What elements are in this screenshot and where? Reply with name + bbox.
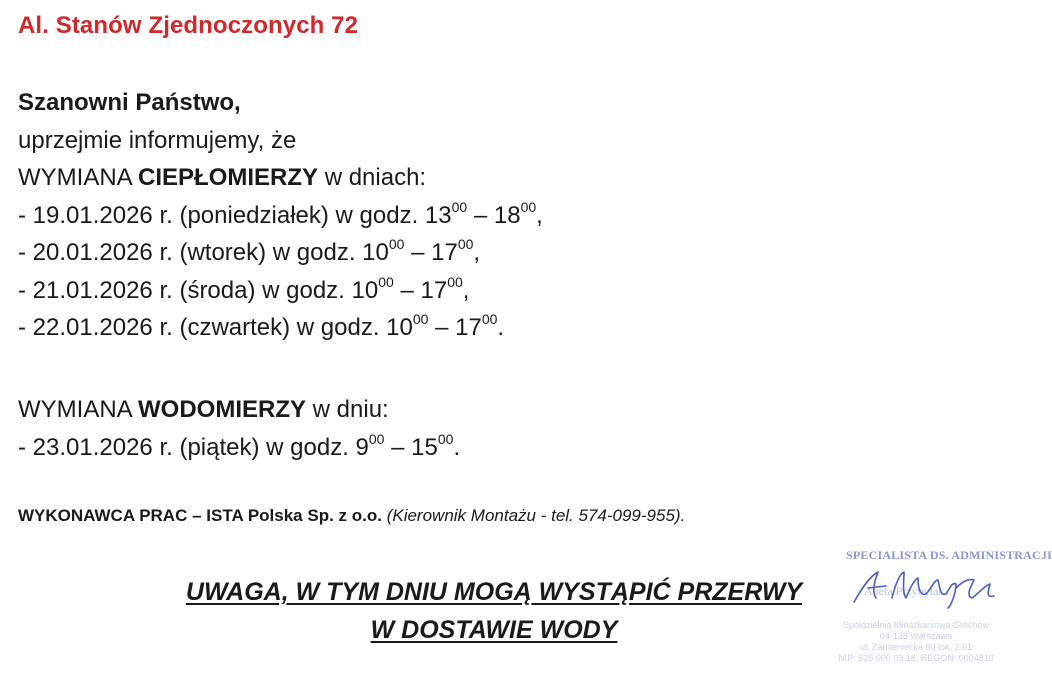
date-line: - 19.01.2026 r. (poniedziałek) w godz. $13^{00} - 18^{00}$, xyxy=(18,198,543,229)
warning-line-1: UWAGA, W TYM DNIU MOGĄ WYSTĄPIĆ PRZERWY xyxy=(185,578,803,606)
address-heading: Al. Stanów Zjednoczonych 72 xyxy=(18,12,359,39)
water-meter-heading: WYMIANA WODOMIERZY w dniu: xyxy=(18,396,389,423)
contractor-name: WYKONAWCA PRAC – ISTA Polska Sp. z o.o. xyxy=(18,506,382,525)
heat-meter-heading: WYMIANA CIEPŁOMIERZY w dniach: xyxy=(18,164,427,191)
contractor-info xyxy=(18,506,685,526)
date-line: - 21.01.2026 r. (środa) w godz. $10^{00} - 17^{00}$, xyxy=(18,273,470,304)
water-meter-section xyxy=(18,391,460,466)
warning-line-2: W DOSTAWIE WODY xyxy=(370,616,618,644)
stamp-address: Spółdzielnia Mieszkaniowa Grochów 04-138 Warszawa ul. Zamieniecka 80 lok. 2.01 NIP: 525 000 03 18, REGON: 0004810 xyxy=(838,620,994,663)
intro-text: uprzejmie informujemy, że xyxy=(18,126,297,154)
contractor-contact: (Kierownik Montażu - tel. 574-099-955). xyxy=(386,506,686,525)
stamp-name: Aneta Przybylak xyxy=(864,584,945,598)
heat-meter-label: CIEPŁOMIERZY xyxy=(138,164,319,191)
date-line: - 23.01.2026 r. (piątek) w godz. $9^{00} - 15^{00}$. xyxy=(18,430,461,461)
date-line: - 20.01.2026 r. (wtorek) w godz. $10^{00} - 17^{00}$, xyxy=(18,236,481,266)
water-meter-label: WODOMIERZY xyxy=(138,396,307,423)
date-line: - 22.01.2026 r. (czwartek) w godz. $10^{00} - 17^{00}$. xyxy=(18,311,505,341)
stamp-title: SPECIALISTA DS. ADMINISTRACJI xyxy=(846,548,1052,562)
signature-image xyxy=(848,558,1008,610)
administrator-stamp xyxy=(812,548,1052,673)
notice-body xyxy=(18,84,543,347)
greeting: Szanowni Państwo, xyxy=(18,89,241,116)
